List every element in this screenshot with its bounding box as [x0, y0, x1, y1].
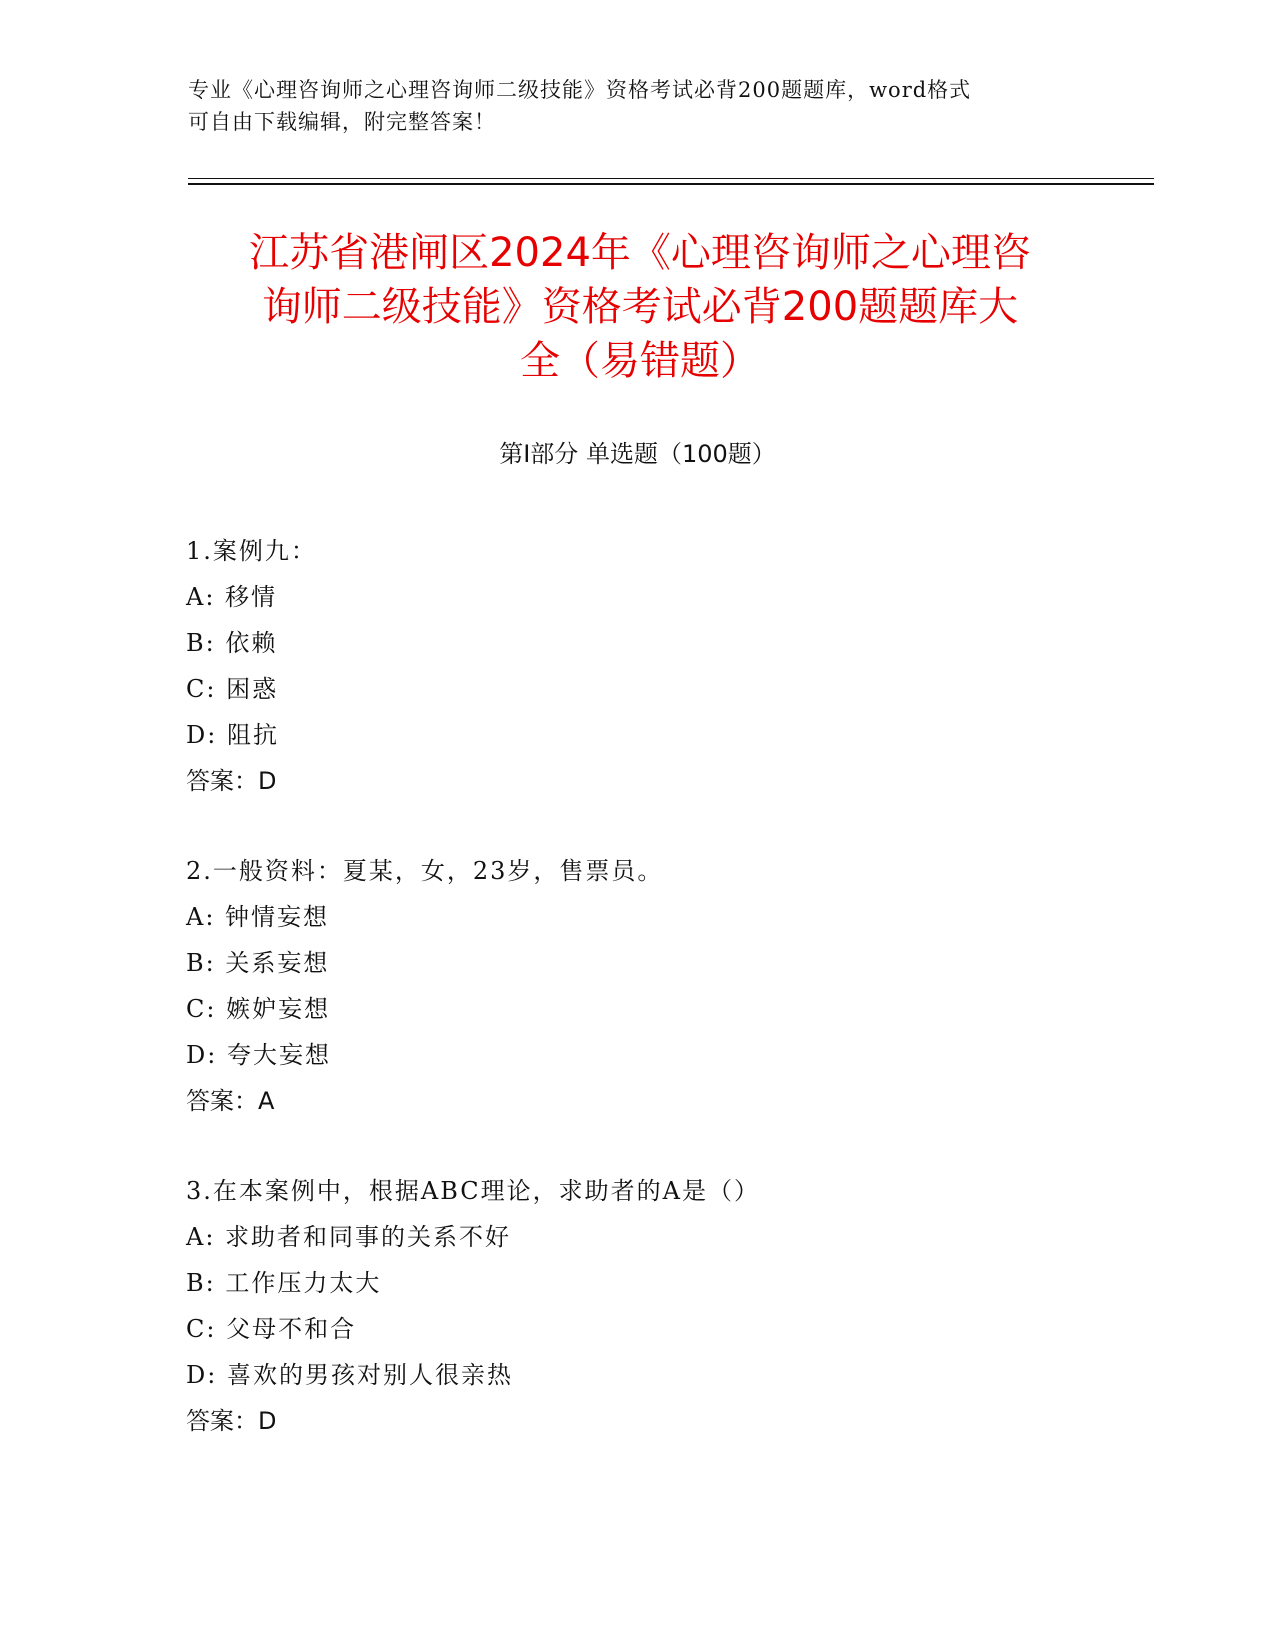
answer-line: 答案：D — [186, 767, 277, 795]
title-line-3: 全（易错题） — [520, 338, 760, 384]
option-d: D: 喜欢的男孩对别人很亲热 — [186, 1361, 513, 1389]
document-header — [188, 74, 1088, 138]
option-a: A: 钟情妄想 — [186, 903, 330, 931]
option-c: C: 嫉妒妄想 — [186, 995, 331, 1023]
header-divider-thick — [188, 183, 1154, 185]
document-title — [180, 226, 1100, 388]
question-block — [186, 528, 1086, 804]
option-d: D: 阻抗 — [186, 721, 279, 749]
question-block — [186, 848, 1086, 1124]
option-d: D: 夸大妄想 — [186, 1041, 331, 1069]
option-b: B: 关系妄想 — [186, 949, 330, 977]
option-c: C: 父母不和合 — [186, 1315, 357, 1343]
header-line-2: 可自由下载编辑，附完整答案！ — [188, 110, 496, 134]
question-stem: 1.案例九： — [186, 537, 317, 565]
answer-line: 答案：A — [186, 1087, 275, 1115]
option-c: C: 困惑 — [186, 675, 279, 703]
question-stem: 2.一般资料：夏某，女，23岁，售票员。 — [186, 857, 664, 885]
title-line-2: 询师二级技能》资格考试必背200题题库大 — [261, 284, 1019, 330]
question-block — [186, 1168, 1086, 1444]
section-heading: 第Ⅰ部分 单选题（100题） — [499, 440, 776, 468]
option-a: A: 求助者和同事的关系不好 — [186, 1223, 512, 1251]
option-a: A: 移情 — [186, 583, 278, 611]
header-line-1: 专业《心理咨询师之心理咨询师二级技能》资格考试必背200题题库，word格式 — [188, 78, 972, 102]
answer-line: 答案：D — [186, 1407, 277, 1435]
question-stem: 3.在本案例中，根据ABC理论，求助者的A是（） — [186, 1177, 761, 1205]
header-divider-thin — [188, 178, 1154, 179]
option-b: B: 工作压力太大 — [186, 1269, 382, 1297]
title-line-1: 江苏省港闸区2024年《心理咨询师之心理咨 — [249, 230, 1031, 276]
option-b: B: 依赖 — [186, 629, 278, 657]
